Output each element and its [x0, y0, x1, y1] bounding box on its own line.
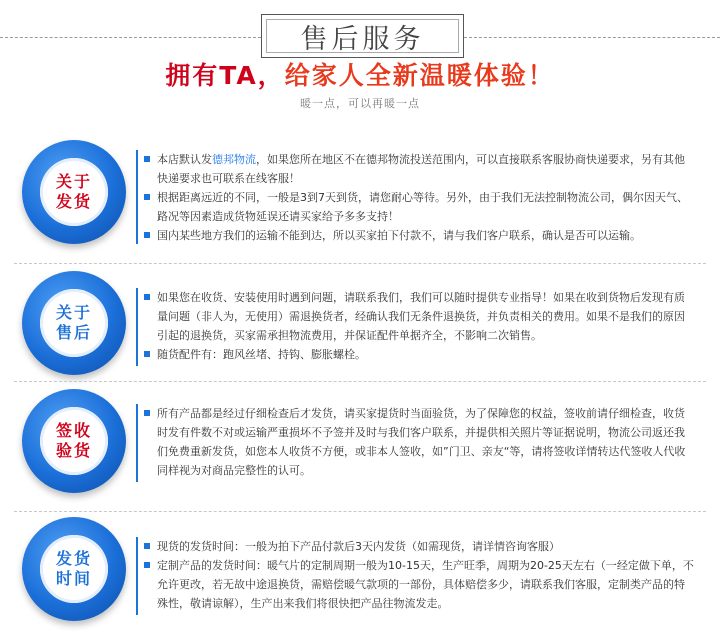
list-item: 根据距离远近的不同，一般是3到7天到货，请您耐心等待。另外，由于我们无法控制物流公司，偶尔因天气、路况等因素造成货物延误还请买家给予多多支持！	[143, 188, 695, 226]
badge-aftersales-about	[22, 271, 126, 375]
section-time-list	[143, 537, 695, 613]
badge-shipping-about	[22, 140, 126, 244]
badge-shipping-time	[22, 517, 126, 621]
section-bar	[136, 288, 138, 366]
page-title: 售后服务	[300, 23, 425, 55]
page-title-inner-border	[266, 19, 459, 53]
section-shipping-list	[143, 150, 695, 245]
section-aftersales-list	[143, 288, 695, 364]
badge-line2: 验货	[55, 441, 92, 460]
badge-ring	[40, 407, 108, 475]
list-item: 所有产品都是经过仔细检查后才发货，请买家提货时当面验货，为了保障您的权益，签收前请仔细检查，收货时发有件数不对或运输严重损坏不予签并及时与我们客户联系，并提供相关照片等证据说明，物流公司返还我们免费重新发货，如您本人收货不方便，或非本人签收，如”门卫、亲友“等，请将签收详情转达代签收人代收同样视为对商品完整性的认可。	[143, 404, 695, 480]
section-bar	[136, 150, 138, 244]
list-item: 定制产品的发货时间：暖气片的定制周期一般为10-15天，生产旺季，周期为20-25天左右（一经定做下单，不允许更改，若无故中途退换货，需赔偿暖气款项的一部份，具体赔偿多少，请联系我们客服，定制类产品的特殊性，敬请谅解），生产出来我们将很快把产品往物流发走。	[143, 556, 695, 613]
badge-ring	[40, 289, 108, 357]
subtitle: 暖一点，可以再暖一点	[300, 97, 420, 110]
badge-line1: 发货	[55, 549, 92, 568]
section-divider	[14, 381, 706, 382]
section-divider	[14, 263, 706, 264]
badge-ring	[40, 535, 108, 603]
badge-line2: 发货	[55, 192, 92, 211]
badge-line1: 关于	[55, 172, 92, 191]
section-bar	[136, 537, 138, 615]
list-item: 本店默认发德邦物流，如果您所在地区不在德邦物流投送范围内，可以直接联系客服协商快递要求，另有其他快递要求也可联系在线客服！	[143, 150, 695, 188]
list-item: 随货配件有：跑风丝堵、持钩、膨胀螺栓。	[143, 345, 695, 364]
section-bar	[136, 404, 138, 482]
badge-line2: 售后	[55, 323, 92, 342]
slogan-part2: 给家人全新温暖体验！	[284, 61, 555, 90]
page-title-box	[261, 14, 464, 58]
slogan-part1: 拥有TA，	[165, 61, 285, 90]
header-line-left	[0, 37, 261, 38]
header-line-right	[464, 37, 720, 38]
badge-line2: 时间	[55, 569, 92, 588]
section-receipt-list	[143, 404, 695, 480]
section-divider	[14, 511, 706, 512]
badge-line1: 签收	[55, 421, 92, 440]
list-item: 现货的发货时间：一般为拍下产品付款后3天内发货（如需现货，请详情咨询客服）	[143, 537, 695, 556]
logistics-link[interactable]: 德邦物流	[212, 153, 256, 166]
badge-receipt-inspection	[22, 389, 126, 493]
list-item: 如果您在收货、安装使用时遇到问题，请联系我们，我们可以随时提供专业指导！如果在收到货物后发现有质量问题（非人为，无使用）需退换货者，经确认我们无条件退换货，并负责相关的费用。如果不是我们的原因引起的退换货，买家需承担物流费用，并保证配件单据齐全，不影响二次销售。	[143, 288, 695, 345]
slogan	[0, 60, 720, 92]
list-item: 国内某些地方我们的运输不能到达，所以买家拍下付款不，请与我们客户联系，确认是否可以运输。	[143, 226, 695, 245]
badge-ring	[40, 158, 108, 226]
badge-line1: 关于	[55, 303, 92, 322]
